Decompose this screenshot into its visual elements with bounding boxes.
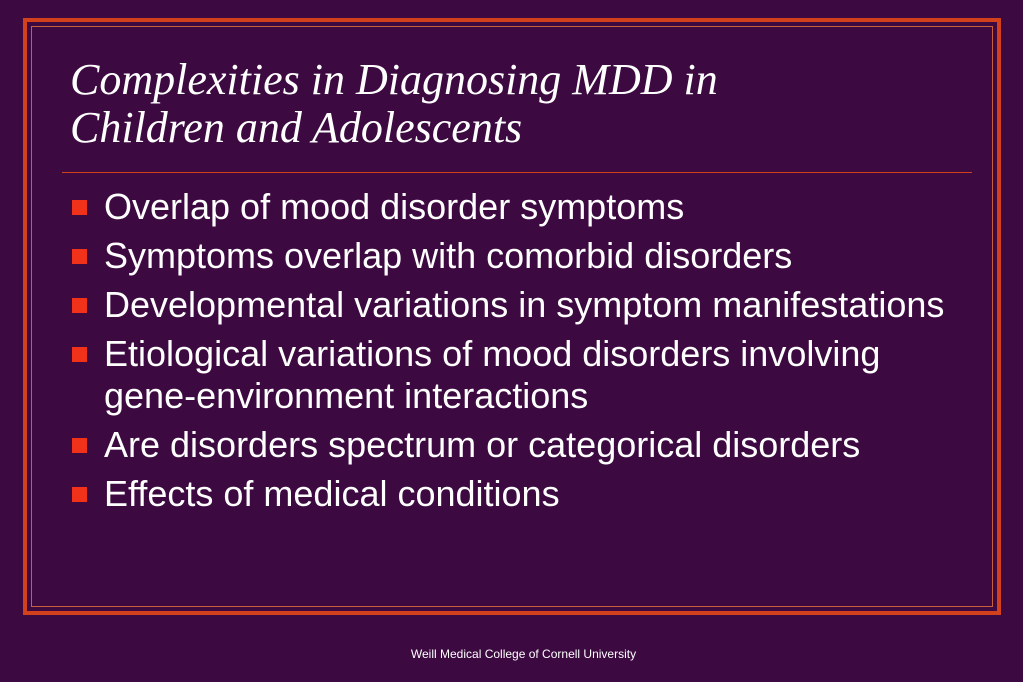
bullet-item (72, 333, 972, 417)
slide-title (70, 56, 970, 152)
bullet-text: Overlap of mood disorder symptoms (104, 186, 685, 227)
square-bullet-icon (72, 298, 87, 313)
slide-footer: Weill Medical College of Cornell University (410, 647, 637, 661)
bullet-text: Symptoms overlap with comorbid disorders (104, 235, 793, 276)
bullet-text: Etiological variations of mood disorders involving gene-environment interactions (104, 333, 881, 416)
bullet-item (72, 424, 972, 466)
bullet-text: Developmental variations in symptom manifestations (104, 284, 945, 325)
square-bullet-icon (72, 249, 87, 264)
square-bullet-icon (72, 347, 87, 362)
bullet-list (72, 186, 972, 522)
slide-title-line-2: Children and Adolescents (70, 103, 523, 152)
square-bullet-icon (72, 200, 87, 215)
bullet-item (72, 235, 972, 277)
bullet-item (72, 473, 972, 515)
bullet-item (72, 284, 972, 326)
bullet-text: Are disorders spectrum or categorical disorders (104, 424, 861, 465)
bullet-text: Effects of medical conditions (104, 473, 560, 514)
square-bullet-icon (72, 438, 87, 453)
square-bullet-icon (72, 487, 87, 502)
bullet-item (72, 186, 972, 228)
slide-title-line-1: Complexities in Diagnosing MDD in (70, 55, 718, 104)
title-divider (62, 172, 972, 173)
